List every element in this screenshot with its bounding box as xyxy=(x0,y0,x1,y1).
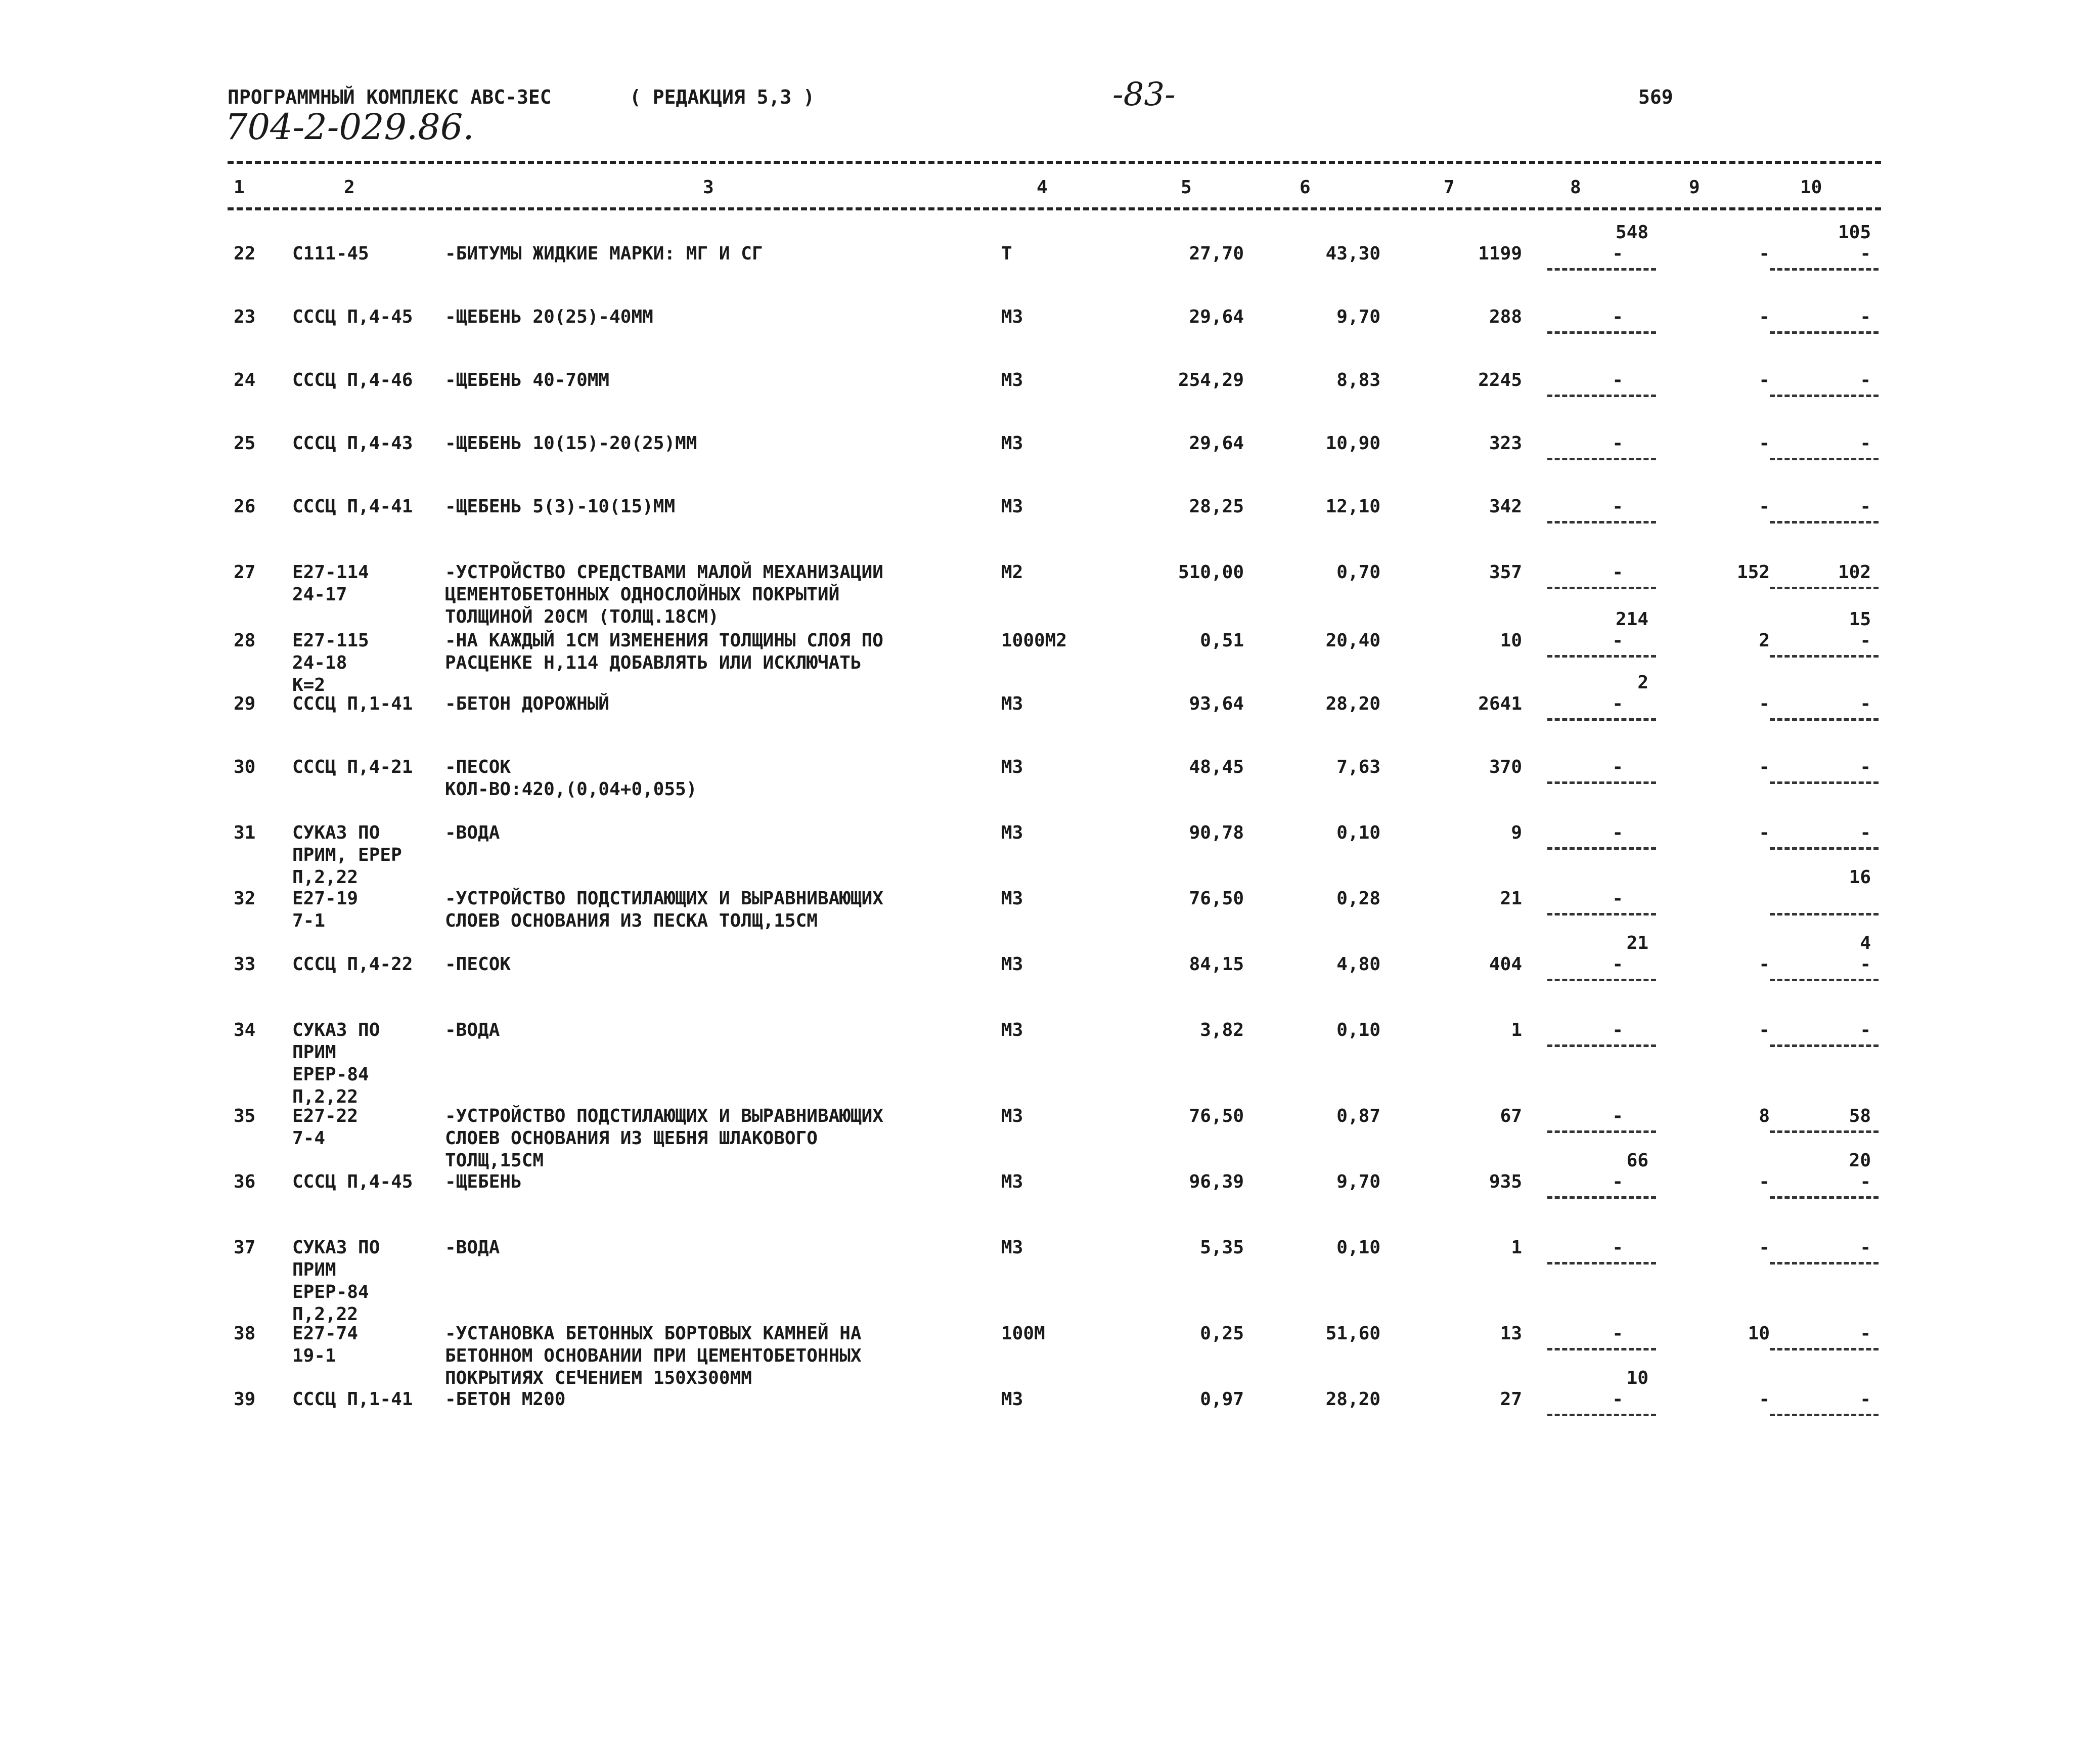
row-description: -УСТАНОВКА БЕТОННЫХ БОРТОВЫХ КАМНЕЙ НА xyxy=(445,1323,862,1344)
col10-value: - xyxy=(1860,243,1871,264)
col10-value: - xyxy=(1860,496,1871,517)
col8-divider xyxy=(1547,331,1656,334)
row-code: СССЦ П,4-45 xyxy=(292,1171,413,1192)
row-number: 27 xyxy=(234,562,256,583)
row-code: 7-4 xyxy=(292,1128,326,1149)
row-number: 36 xyxy=(234,1171,256,1192)
row-code: СУКАЗ ПО xyxy=(292,1237,380,1258)
col10-top-value: 15 xyxy=(1849,609,1871,630)
row-unit: М3 xyxy=(1001,1020,1023,1040)
row-total: 9 xyxy=(1511,822,1522,843)
row-quantity: 5,35 xyxy=(1200,1237,1244,1258)
row-total: 1 xyxy=(1511,1020,1522,1040)
col8-value: - xyxy=(1612,757,1623,777)
col8-divider xyxy=(1547,979,1656,981)
row-unit: 100М xyxy=(1001,1323,1045,1344)
row-quantity: 93,64 xyxy=(1189,693,1244,714)
row-description: -ЩЕБЕНЬ 20(25)-40ММ xyxy=(445,307,653,327)
row-total: 21 xyxy=(1500,888,1522,909)
row-description: -ПЕСОК xyxy=(445,757,511,777)
row-total: 1 xyxy=(1511,1237,1522,1258)
col10-divider xyxy=(1770,847,1879,850)
row-unit-price: 12,10 xyxy=(1325,496,1380,517)
col10-value: - xyxy=(1860,757,1871,777)
row-description: -БЕТОН ДОРОЖНЫЙ xyxy=(445,693,610,714)
row-unit: М3 xyxy=(1001,496,1023,517)
row-unit-price: 10,90 xyxy=(1325,433,1380,454)
col8-divider xyxy=(1547,268,1656,271)
col8-divider xyxy=(1547,1196,1656,1199)
column-header-9: 9 xyxy=(1689,177,1700,198)
row-description: -ВОДА xyxy=(445,1020,500,1040)
row-number: 33 xyxy=(234,954,256,975)
row-code: СССЦ П,1-41 xyxy=(292,693,413,714)
page-number: 569 xyxy=(1638,86,1673,108)
row-total: 13 xyxy=(1500,1323,1522,1344)
col10-value: - xyxy=(1860,693,1871,714)
row-code: СССЦ П,1-41 xyxy=(292,1389,413,1410)
row-unit: 1000М2 xyxy=(1001,630,1067,651)
row-unit-price: 20,40 xyxy=(1325,630,1380,651)
col10-divider xyxy=(1770,979,1879,981)
row-number: 24 xyxy=(234,370,256,390)
row-unit-price: 0,87 xyxy=(1336,1106,1380,1126)
col8-value: - xyxy=(1612,1389,1623,1410)
col10-divider xyxy=(1770,587,1879,589)
row-description: -ЩЕБЕНЬ 5(3)-10(15)ММ xyxy=(445,496,676,517)
row-total: 935 xyxy=(1489,1171,1522,1192)
row-number: 22 xyxy=(234,243,256,264)
row-quantity: 76,50 xyxy=(1189,888,1244,909)
row-number: 28 xyxy=(234,630,256,651)
row-description: ТОЛЩ,15СМ xyxy=(445,1150,544,1171)
col10-top-value: 20 xyxy=(1849,1150,1871,1171)
row-total: 2641 xyxy=(1478,693,1522,714)
row-description: -ВОДА xyxy=(445,1237,500,1258)
col10-divider xyxy=(1770,1348,1879,1350)
col9-value: - xyxy=(1759,822,1770,843)
col8-divider xyxy=(1547,913,1656,915)
row-total: 323 xyxy=(1489,433,1522,454)
col10-divider xyxy=(1770,718,1879,721)
col8-value: - xyxy=(1612,954,1623,975)
row-description: -НА КАЖДЫЙ 1СМ ИЗМЕНЕНИЯ ТОЛЩИНЫ СЛОЯ ПО xyxy=(445,630,883,651)
col9-value: - xyxy=(1759,757,1770,777)
row-description: -БЕТОН М200 xyxy=(445,1389,566,1410)
row-code: ЕРЕР-84 xyxy=(292,1064,369,1085)
edition-label: ( РЕДАКЦИЯ 5,3 ) xyxy=(630,86,815,108)
col8-divider xyxy=(1547,847,1656,850)
row-total: 370 xyxy=(1489,757,1522,777)
row-number: 39 xyxy=(234,1389,256,1410)
row-number: 29 xyxy=(234,693,256,714)
col9-value: 2 xyxy=(1759,630,1770,651)
col10-value: - xyxy=(1860,1389,1871,1410)
row-description: РАСЦЕНКЕ Н,114 ДОБАВЛЯТЬ ИЛИ ИСКЛЮЧАТЬ xyxy=(445,652,862,673)
col9-value: 152 xyxy=(1736,562,1770,583)
row-code: Е27-115 xyxy=(292,630,369,651)
column-header-1: 1 xyxy=(234,177,245,198)
col8-divider xyxy=(1547,655,1656,658)
column-header-6: 6 xyxy=(1300,177,1311,198)
row-number: 32 xyxy=(234,888,256,909)
row-unit: М3 xyxy=(1001,954,1023,975)
row-unit-price: 51,60 xyxy=(1325,1323,1380,1344)
row-number: 38 xyxy=(234,1323,256,1344)
col10-divider xyxy=(1770,781,1879,784)
row-unit: М3 xyxy=(1001,1389,1023,1410)
col9-value: - xyxy=(1759,693,1770,714)
col9-value: - xyxy=(1759,1389,1770,1410)
row-description: -ЩЕБЕНЬ 10(15)-20(25)ММ xyxy=(445,433,697,454)
col10-value: - xyxy=(1860,954,1871,975)
row-code: ЕРЕР-84 xyxy=(292,1282,369,1302)
col8-value: - xyxy=(1612,307,1623,327)
row-code: 24-17 xyxy=(292,584,347,605)
row-code: СССЦ П,4-41 xyxy=(292,496,413,517)
row-unit: М3 xyxy=(1001,433,1023,454)
col10-value: 102 xyxy=(1838,562,1871,583)
row-code: ПРИМ xyxy=(292,1042,336,1063)
column-header-7: 7 xyxy=(1444,177,1455,198)
col8-value: - xyxy=(1612,630,1623,651)
row-number: 26 xyxy=(234,496,256,517)
row-unit: М3 xyxy=(1001,888,1023,909)
row-description: -УСТРОЙСТВО СРЕДСТВАМИ МАЛОЙ МЕХАНИЗАЦИИ xyxy=(445,562,883,583)
row-unit: М2 xyxy=(1001,562,1023,583)
col10-value: 58 xyxy=(1849,1106,1871,1126)
col10-divider xyxy=(1770,655,1879,658)
col8-value: - xyxy=(1612,562,1623,583)
row-unit: М3 xyxy=(1001,757,1023,777)
row-total: 357 xyxy=(1489,562,1522,583)
row-quantity: 0,25 xyxy=(1200,1323,1244,1344)
col8-top-value: 214 xyxy=(1615,609,1648,630)
col8-value: - xyxy=(1612,1106,1623,1126)
col8-value: - xyxy=(1612,693,1623,714)
header-rule-top xyxy=(228,161,1881,164)
col9-value: 8 xyxy=(1759,1106,1770,1126)
col10-top-value: 16 xyxy=(1849,867,1871,888)
row-unit-price: 4,80 xyxy=(1336,954,1380,975)
col10-top-value: 105 xyxy=(1838,222,1871,243)
row-code: Е27-114 xyxy=(292,562,369,583)
col10-divider xyxy=(1770,268,1879,271)
handwritten-code: 704-2-029.86. xyxy=(225,106,474,148)
row-total: 2245 xyxy=(1478,370,1522,390)
row-code: П,2,22 xyxy=(292,1304,359,1325)
col10-divider xyxy=(1770,913,1879,915)
col8-divider xyxy=(1547,1130,1656,1133)
row-description: -БИТУМЫ ЖИДКИЕ МАРКИ: МГ И СГ xyxy=(445,243,763,264)
row-code: К=2 xyxy=(292,675,326,695)
col8-divider xyxy=(1547,781,1656,784)
row-code: СССЦ П,4-45 xyxy=(292,307,413,327)
col9-value: 10 xyxy=(1748,1323,1770,1344)
row-code: ПРИМ xyxy=(292,1259,336,1280)
col8-divider xyxy=(1547,395,1656,397)
row-number: 34 xyxy=(234,1020,256,1040)
col8-value: - xyxy=(1612,243,1623,264)
row-unit-price: 0,10 xyxy=(1336,1020,1380,1040)
row-description: ТОЛЩИНОЙ 20СМ (ТОЛЩ.18СМ) xyxy=(445,606,719,627)
column-header-2: 2 xyxy=(344,177,355,198)
row-quantity: 76,50 xyxy=(1189,1106,1244,1126)
row-quantity: 510,00 xyxy=(1178,562,1244,583)
col10-value: - xyxy=(1860,1323,1871,1344)
col9-value: - xyxy=(1759,954,1770,975)
col8-value: - xyxy=(1612,888,1623,909)
row-unit: М3 xyxy=(1001,1171,1023,1192)
col8-divider xyxy=(1547,587,1656,589)
row-number: 31 xyxy=(234,822,256,843)
col8-value: - xyxy=(1612,496,1623,517)
row-code: СССЦ П,4-22 xyxy=(292,954,413,975)
row-quantity: 84,15 xyxy=(1189,954,1244,975)
row-description: -ПЕСОК xyxy=(445,954,511,975)
col10-value: - xyxy=(1860,1171,1871,1192)
col8-top-value: 10 xyxy=(1626,1368,1648,1388)
row-unit-price: 43,30 xyxy=(1325,243,1380,264)
row-description: ПОКРЫТИЯХ СЕЧЕНИЕМ 150Х300ММ xyxy=(445,1368,752,1388)
row-total: 10 xyxy=(1500,630,1522,651)
row-unit-price: 28,20 xyxy=(1325,693,1380,714)
col9-value: - xyxy=(1759,1237,1770,1258)
row-number: 25 xyxy=(234,433,256,454)
column-header-8: 8 xyxy=(1570,177,1581,198)
col10-divider xyxy=(1770,1130,1879,1133)
row-quantity: 28,25 xyxy=(1189,496,1244,517)
row-quantity: 27,70 xyxy=(1189,243,1244,264)
row-total: 342 xyxy=(1489,496,1522,517)
col9-value: - xyxy=(1759,433,1770,454)
row-unit-price: 0,28 xyxy=(1336,888,1380,909)
row-number: 23 xyxy=(234,307,256,327)
col8-top-value: 21 xyxy=(1626,933,1648,953)
col8-value: - xyxy=(1612,1171,1623,1192)
col8-top-value: 66 xyxy=(1626,1150,1648,1171)
col8-value: - xyxy=(1612,1020,1623,1040)
row-code: 24-18 xyxy=(292,652,347,673)
row-code: СССЦ П,4-21 xyxy=(292,757,413,777)
col8-divider xyxy=(1547,458,1656,460)
row-quantity: 29,64 xyxy=(1189,307,1244,327)
program-title: ПРОГРАММНЫЙ КОМПЛЕКС АВС-3ЕС xyxy=(228,86,552,108)
row-description: СЛОЕВ ОСНОВАНИЯ ИЗ ЩЕБНЯ ШЛАКОВОГО xyxy=(445,1128,818,1149)
col10-divider xyxy=(1770,521,1879,524)
column-header-4: 4 xyxy=(1037,177,1048,198)
row-unit-price: 8,83 xyxy=(1336,370,1380,390)
row-number: 30 xyxy=(234,757,256,777)
row-unit-price: 7,63 xyxy=(1336,757,1380,777)
row-description: -УСТРОЙСТВО ПОДСТИЛАЮЩИХ И ВЫРАВНИВАЮЩИХ xyxy=(445,1106,883,1126)
col10-divider xyxy=(1770,458,1879,460)
col9-value: - xyxy=(1759,496,1770,517)
col8-divider xyxy=(1547,1044,1656,1047)
row-code: П,2,22 xyxy=(292,1086,359,1107)
row-total: 27 xyxy=(1500,1389,1522,1410)
row-code: СУКАЗ ПО xyxy=(292,1020,380,1040)
row-code: 7-1 xyxy=(292,910,326,931)
row-description: ЦЕМЕНТОБЕТОННЫХ ОДНОСЛОЙНЫХ ПОКРЫТИЙ xyxy=(445,584,840,605)
col10-value: - xyxy=(1860,370,1871,390)
col8-divider xyxy=(1547,521,1656,524)
row-total: 67 xyxy=(1500,1106,1522,1126)
row-code: 19-1 xyxy=(292,1345,336,1366)
row-unit: М3 xyxy=(1001,370,1023,390)
row-total: 404 xyxy=(1489,954,1522,975)
col8-value: - xyxy=(1612,1323,1623,1344)
row-description: -ЩЕБЕНЬ xyxy=(445,1171,522,1192)
col8-value: - xyxy=(1612,1237,1623,1258)
row-quantity: 90,78 xyxy=(1189,822,1244,843)
row-description: БЕТОННОМ ОСНОВАНИИ ПРИ ЦЕМЕНТОБЕТОННЫХ xyxy=(445,1345,862,1366)
col10-value: - xyxy=(1860,822,1871,843)
row-unit-price: 0,10 xyxy=(1336,1237,1380,1258)
col8-top-value: 548 xyxy=(1615,222,1648,243)
col8-value: - xyxy=(1612,370,1623,390)
col9-value: - xyxy=(1759,1020,1770,1040)
col8-value: - xyxy=(1612,822,1623,843)
col10-divider xyxy=(1770,331,1879,334)
col10-divider xyxy=(1770,1196,1879,1199)
col8-divider xyxy=(1547,718,1656,721)
row-unit: М3 xyxy=(1001,1106,1023,1126)
row-quantity: 3,82 xyxy=(1200,1020,1244,1040)
row-code: СССЦ П,4-46 xyxy=(292,370,413,390)
row-code: ПРИМ, ЕРЕР xyxy=(292,845,402,865)
row-quantity: 0,97 xyxy=(1200,1389,1244,1410)
col10-divider xyxy=(1770,1414,1879,1416)
row-quantity: 48,45 xyxy=(1189,757,1244,777)
row-total: 1199 xyxy=(1478,243,1522,264)
row-description: -УСТРОЙСТВО ПОДСТИЛАЮЩИХ И ВЫРАВНИВАЮЩИХ xyxy=(445,888,883,909)
row-code: П,2,22 xyxy=(292,867,359,888)
row-quantity: 29,64 xyxy=(1189,433,1244,454)
col10-divider xyxy=(1770,1044,1879,1047)
row-quantity: 254,29 xyxy=(1178,370,1244,390)
row-description: КОЛ-ВО:420,(0,04+0,055) xyxy=(445,779,697,800)
col9-value: - xyxy=(1759,307,1770,327)
row-description: СЛОЕВ ОСНОВАНИЯ ИЗ ПЕСКА ТОЛЩ,15СМ xyxy=(445,910,818,931)
row-code: Е27-74 xyxy=(292,1323,359,1344)
col10-value: - xyxy=(1860,433,1871,454)
row-code: Е27-19 xyxy=(292,888,359,909)
row-unit: М3 xyxy=(1001,693,1023,714)
row-unit: Т xyxy=(1001,243,1012,264)
row-unit: М3 xyxy=(1001,1237,1023,1258)
row-code: СССЦ П,4-43 xyxy=(292,433,413,454)
row-unit-price: 28,20 xyxy=(1325,1389,1380,1410)
row-quantity: 96,39 xyxy=(1189,1171,1244,1192)
row-quantity: 0,51 xyxy=(1200,630,1244,651)
page-mark: -83- xyxy=(1112,76,1176,113)
col9-value: - xyxy=(1759,1171,1770,1192)
column-header-10: 10 xyxy=(1800,177,1822,198)
column-header-3: 3 xyxy=(703,177,714,198)
col10-top-value: 4 xyxy=(1860,933,1871,953)
row-unit-price: 0,70 xyxy=(1336,562,1380,583)
row-code: С111-45 xyxy=(292,243,369,264)
col8-value: - xyxy=(1612,433,1623,454)
col10-divider xyxy=(1770,395,1879,397)
row-total: 288 xyxy=(1489,307,1522,327)
col10-value: - xyxy=(1860,630,1871,651)
row-unit-price: 9,70 xyxy=(1336,1171,1380,1192)
column-header-5: 5 xyxy=(1181,177,1192,198)
col8-top-value: 2 xyxy=(1637,672,1648,693)
row-number: 37 xyxy=(234,1237,256,1258)
row-unit: М3 xyxy=(1001,822,1023,843)
col8-divider xyxy=(1547,1262,1656,1265)
col8-divider xyxy=(1547,1414,1656,1416)
col9-value: - xyxy=(1759,370,1770,390)
header-rule-bottom xyxy=(228,207,1881,210)
col10-value: - xyxy=(1860,1237,1871,1258)
row-description: -ВОДА xyxy=(445,822,500,843)
col10-divider xyxy=(1770,1262,1879,1265)
row-unit-price: 9,70 xyxy=(1336,307,1380,327)
col9-value: - xyxy=(1759,243,1770,264)
row-unit: М3 xyxy=(1001,307,1023,327)
row-description: -ЩЕБЕНЬ 40-70ММ xyxy=(445,370,610,390)
row-code: Е27-22 xyxy=(292,1106,359,1126)
row-number: 35 xyxy=(234,1106,256,1126)
col8-divider xyxy=(1547,1348,1656,1350)
col10-value: - xyxy=(1860,307,1871,327)
row-code: СУКАЗ ПО xyxy=(292,822,380,843)
row-unit-price: 0,10 xyxy=(1336,822,1380,843)
col10-value: - xyxy=(1860,1020,1871,1040)
